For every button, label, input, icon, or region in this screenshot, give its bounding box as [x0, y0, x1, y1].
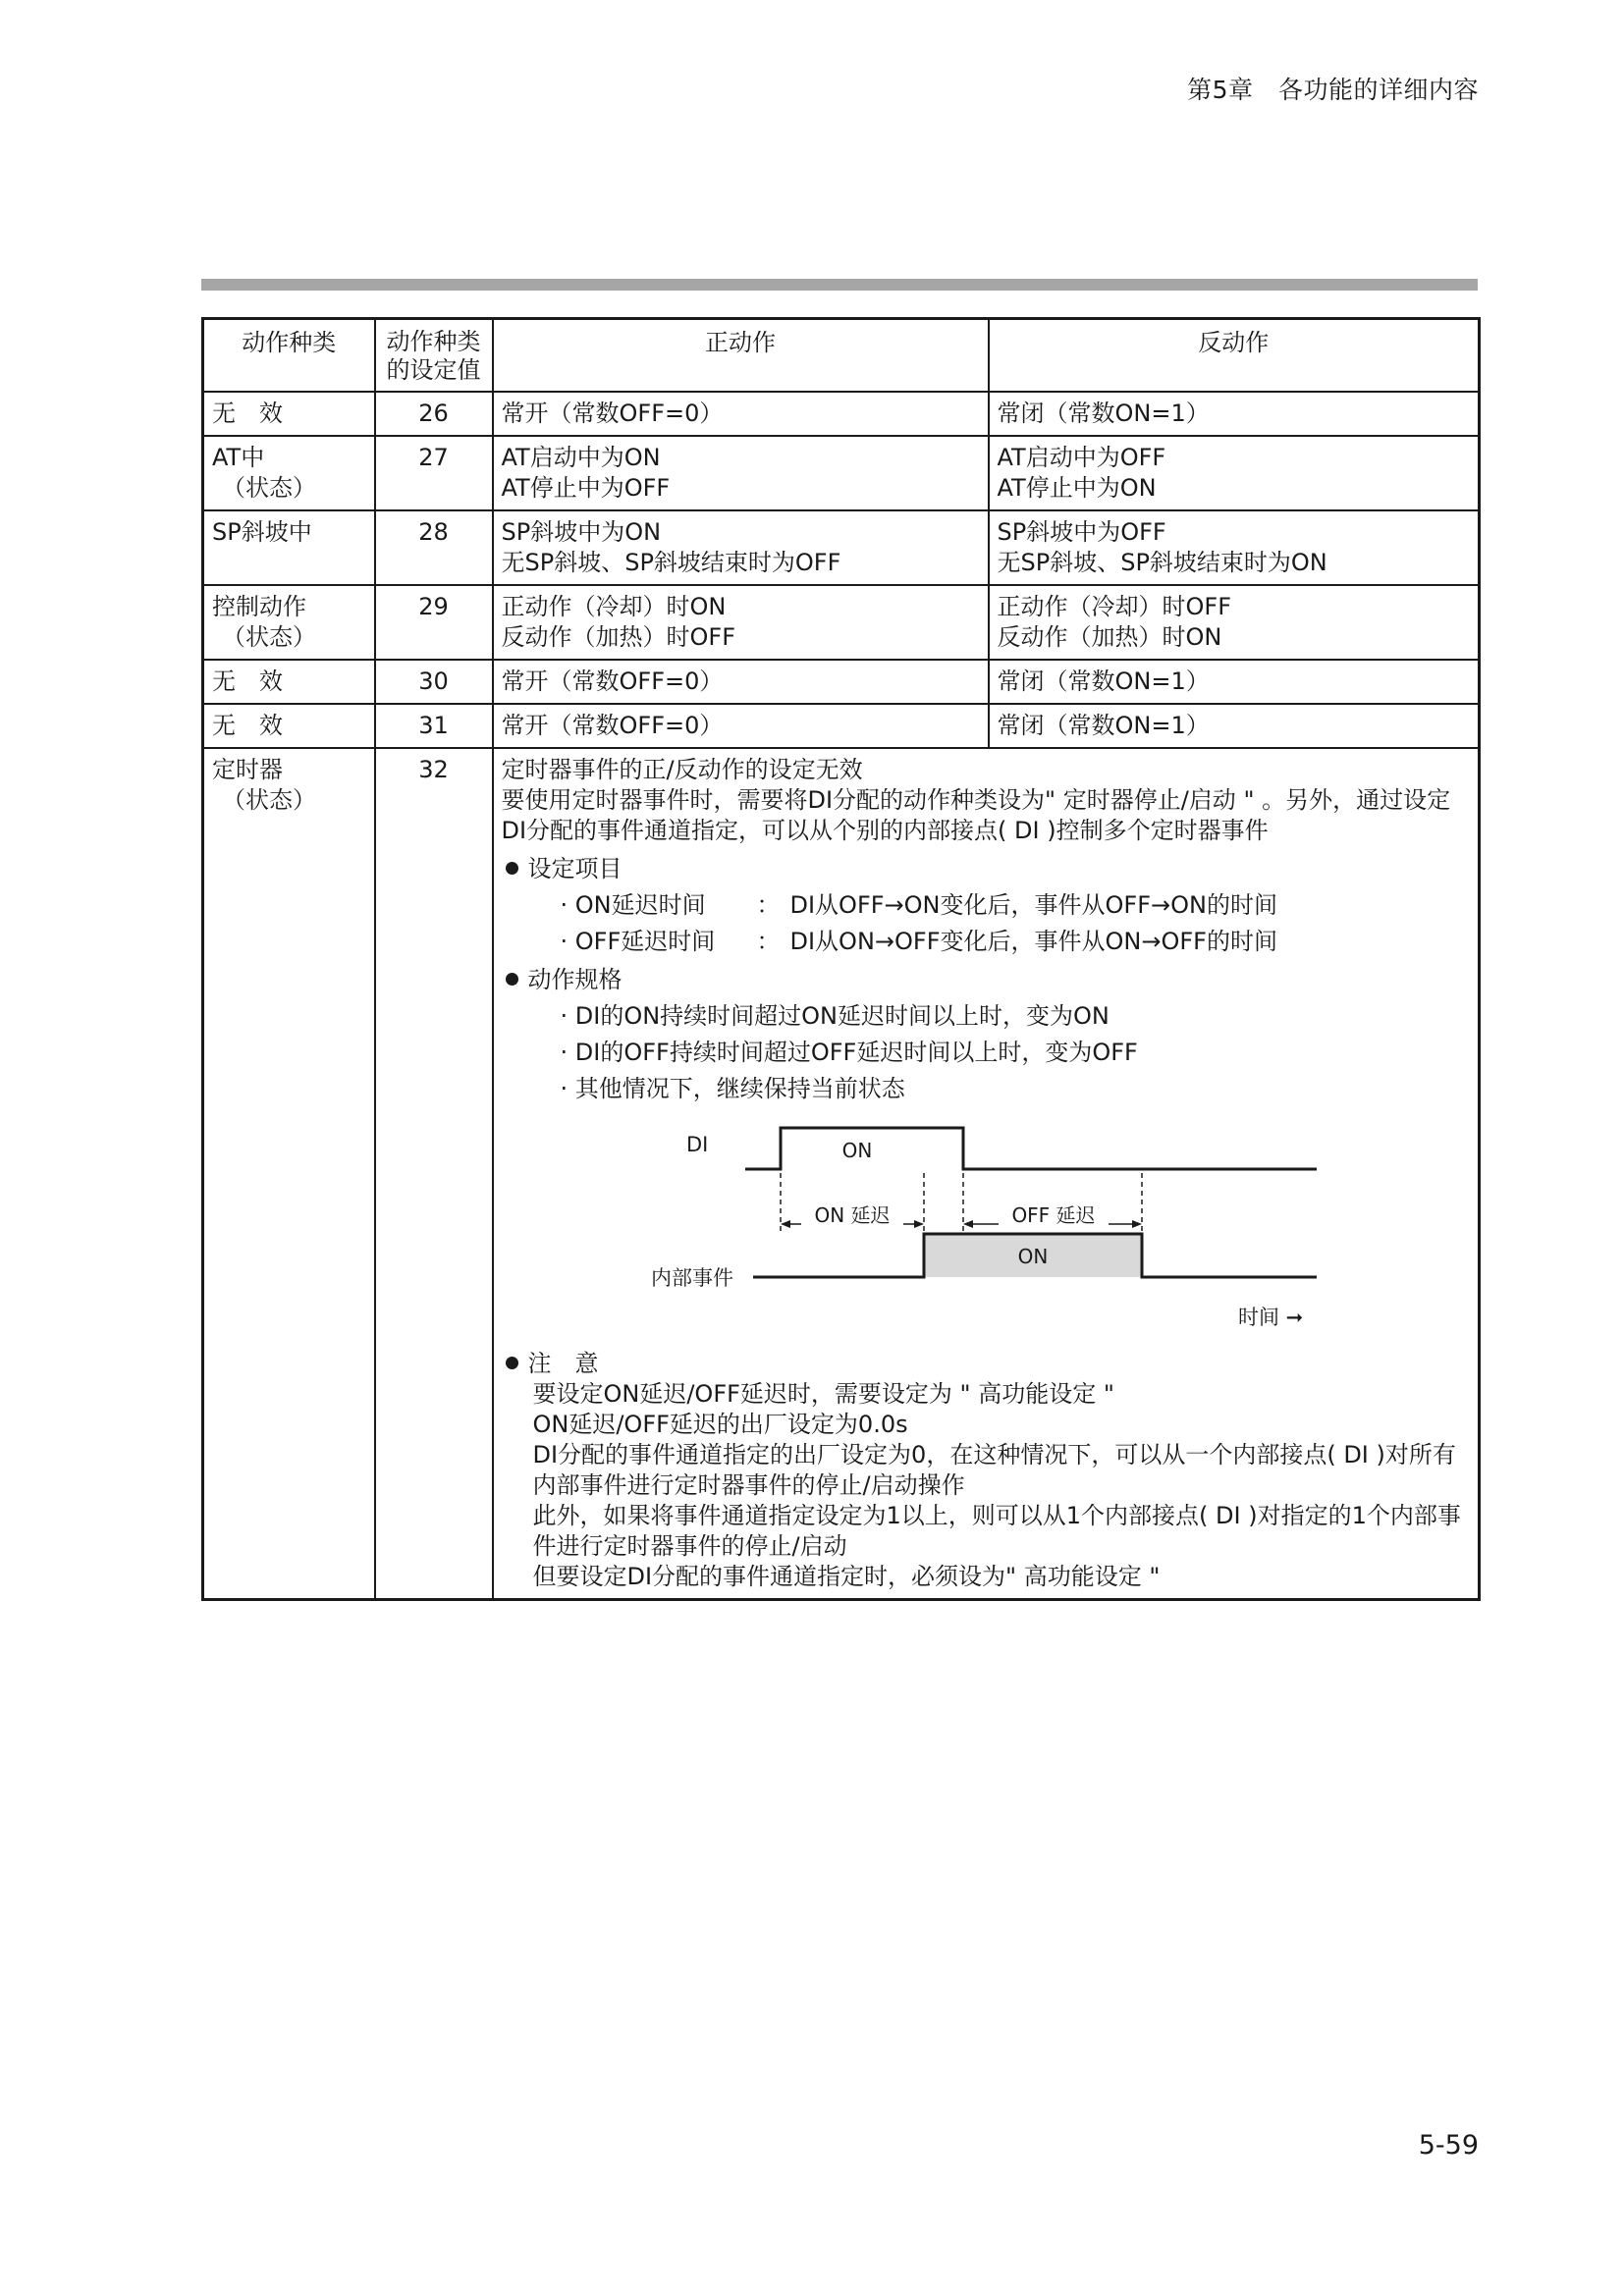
- reverse-action-cell: [989, 436, 1480, 510]
- off-delay-label: OFF 延迟: [1010, 1203, 1096, 1227]
- direct-action-cell: [493, 704, 989, 748]
- reverse-line1: SP斜坡中为OFF: [997, 518, 1166, 546]
- timer-intro-1: 定时器事件的正/反动作的设定无效: [501, 756, 863, 783]
- kind-cell: [203, 585, 375, 660]
- direct-line1: 正动作（冷却）时ON: [501, 593, 727, 620]
- time-label: 时间 ➞: [1237, 1306, 1303, 1329]
- arrowhead-left-icon: [781, 1220, 790, 1228]
- kind-line1: SP斜坡中: [212, 518, 312, 546]
- reverse-action-cell: [989, 585, 1480, 660]
- reverse-line2: AT停止中为ON: [997, 474, 1157, 502]
- setting-desc: DI从ON→OFF变化后，事件从ON→OFF的时间: [789, 928, 1277, 955]
- reverse-line1: 常闭（常数ON=1）: [997, 667, 1210, 695]
- table-row: [203, 510, 1480, 585]
- spec-heading: [502, 965, 1471, 995]
- timer-intro-2: 要使用定时器事件时，需要将DI分配的动作种类设为" 定时器停止/启动 " 。另外，通过设定DI分配的事件通道指定，可以从个别的内部接点( DI )控制多个定时器事件: [501, 786, 1451, 844]
- reverse-action-cell: [989, 660, 1480, 704]
- table-row: [203, 585, 1480, 660]
- kind-line2: （状态）: [222, 786, 316, 814]
- direct-line1: 常开（常数OFF=0）: [501, 667, 724, 695]
- note-line: 此外，如果将事件通道指定设定为1以上，则可以从1个内部接点( DI )对指定的1个内部事件进行定时器事件的停止/启动: [532, 1502, 1461, 1560]
- setting-colon: ：: [756, 891, 781, 919]
- value-cell: 29: [375, 585, 493, 660]
- kind-cell: [203, 748, 375, 1600]
- direct-line1: SP斜坡中为ON: [501, 518, 662, 546]
- header-direct-action: 正动作: [493, 319, 989, 393]
- on-delay-label: ON 延迟: [813, 1203, 891, 1227]
- setting-item-off-delay: [502, 927, 1471, 957]
- setting-name: · OFF延迟时间: [560, 928, 716, 955]
- table-row: [203, 392, 1480, 436]
- direct-action-cell: [493, 510, 989, 585]
- direct-action-cell: [493, 392, 989, 436]
- chapter-header: 第5章 各功能的详细内容: [1187, 76, 1479, 104]
- kind-line1: 定时器: [212, 756, 283, 783]
- arrowhead-right-icon: [1132, 1220, 1142, 1228]
- header-setting-line1: 动作种类: [386, 328, 481, 355]
- note-title: 注 意: [527, 1350, 599, 1377]
- direct-action-cell: [493, 436, 989, 510]
- direct-line2: 无SP斜坡、SP斜坡结束时为OFF: [501, 549, 841, 576]
- di-on-label: ON: [841, 1139, 872, 1162]
- reverse-action-cell: [989, 510, 1480, 585]
- settings-title: 设定项目: [527, 855, 623, 882]
- table-row: [203, 436, 1480, 510]
- spec-title: 动作规格: [527, 966, 623, 993]
- timing-diagram: [502, 1118, 1366, 1339]
- kind-cell: [203, 510, 375, 585]
- reverse-action-cell: [989, 704, 1480, 748]
- arrowhead-left-icon: [963, 1220, 973, 1228]
- spec-item: · DI的OFF持续时间超过OFF延迟时间以上时，变为OFF: [560, 1039, 1138, 1066]
- setting-desc: DI从OFF→ON变化后，事件从OFF→ON的时间: [789, 891, 1277, 919]
- event-label: 内部事件: [650, 1266, 733, 1290]
- direct-line1: AT启动中为ON: [501, 444, 661, 471]
- page-number: 5-59: [1418, 2130, 1479, 2161]
- kind-line2: （状态）: [222, 623, 316, 651]
- table-row: [203, 660, 1480, 704]
- kind-cell: [203, 704, 375, 748]
- spec-item: · DI的ON持续时间超过ON延迟时间以上时，变为ON: [560, 1002, 1110, 1030]
- direct-line1: 常开（常数OFF=0）: [501, 712, 724, 739]
- event-on-label: ON: [1017, 1245, 1048, 1268]
- note-line: 要设定ON延迟/OFF延迟时，需要设定为 " 高功能设定 ": [532, 1380, 1114, 1408]
- value-cell: 30: [375, 660, 493, 704]
- bullet-icon: [506, 1357, 518, 1369]
- kind-line2: （状态）: [222, 474, 316, 502]
- kind-line1: 无 效: [212, 667, 283, 695]
- di-waveform: [745, 1128, 1317, 1169]
- arrowhead-right-icon: [914, 1220, 924, 1228]
- value-cell: 26: [375, 392, 493, 436]
- timer-description-cell: [493, 748, 1480, 1600]
- action-type-table: [201, 317, 1481, 1601]
- settings-heading: [502, 854, 1471, 884]
- kind-cell: [203, 392, 375, 436]
- bullet-icon: [506, 862, 518, 875]
- kind-cell: [203, 660, 375, 704]
- kind-cell: [203, 436, 375, 510]
- setting-colon: ：: [756, 928, 781, 955]
- direct-line1: 常开（常数OFF=0）: [501, 400, 724, 427]
- table-header-row: [203, 319, 1480, 393]
- direct-line2: AT停止中为OFF: [501, 474, 671, 502]
- spec-item: · 其他情况下，继续保持当前状态: [560, 1075, 905, 1102]
- reverse-line1: AT启动中为OFF: [997, 444, 1166, 471]
- kind-line1: AT中: [212, 444, 265, 471]
- kind-line1: 无 效: [212, 400, 283, 427]
- setting-name: · ON延迟时间: [560, 891, 706, 919]
- kind-line1: 无 效: [212, 712, 283, 739]
- di-label: DI: [685, 1133, 708, 1156]
- header-kind: 动作种类: [203, 319, 375, 393]
- reverse-line1: 常闭（常数ON=1）: [997, 712, 1210, 739]
- note-heading: [502, 1349, 1471, 1379]
- value-cell: 27: [375, 436, 493, 510]
- note-line: ON延迟/OFF延迟的出厂设定为0.0s: [532, 1411, 908, 1438]
- note-line: 但要设定DI分配的事件通道指定时，必须设为" 高功能设定 ": [532, 1563, 1161, 1590]
- direct-action-cell: [493, 660, 989, 704]
- header-reverse-action: 反动作: [989, 319, 1480, 393]
- header-setting-value: [375, 319, 493, 393]
- table-row: [203, 704, 1480, 748]
- reverse-line2: 反动作（加热）时ON: [997, 623, 1222, 651]
- value-cell: 32: [375, 748, 493, 1600]
- section-rule: [201, 279, 1478, 291]
- reverse-line1: 常闭（常数ON=1）: [997, 400, 1210, 427]
- table-row: [203, 748, 1480, 1600]
- reverse-line1: 正动作（冷却）时OFF: [997, 593, 1231, 620]
- bullet-icon: [506, 973, 518, 986]
- setting-item-on-delay: [502, 890, 1471, 921]
- direct-line2: 反动作（加热）时OFF: [501, 623, 735, 651]
- reverse-line2: 无SP斜坡、SP斜坡结束时为ON: [997, 549, 1327, 576]
- header-setting-line2: 的设定值: [386, 356, 481, 384]
- value-cell: 31: [375, 704, 493, 748]
- value-cell: 28: [375, 510, 493, 585]
- kind-line1: 控制动作: [212, 593, 306, 620]
- note-line: DI分配的事件通道指定的出厂设定为0，在这种情况下，可以从一个内部接点( DI )对所有内部事件进行定时器事件的停止/启动操作: [532, 1441, 1456, 1499]
- direct-action-cell: [493, 585, 989, 660]
- reverse-action-cell: [989, 392, 1480, 436]
